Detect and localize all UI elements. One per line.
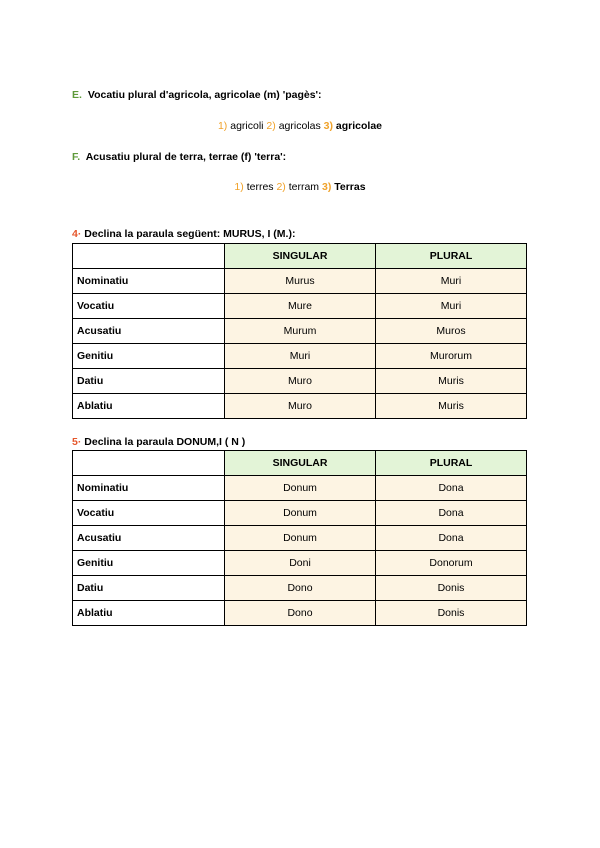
plural-cell: Donis <box>376 601 527 626</box>
case-label: Acusatiu <box>73 319 225 344</box>
singular-cell: Dono <box>225 576 376 601</box>
table-header-plural: PLURAL <box>376 451 527 476</box>
option-text: terram <box>288 181 320 193</box>
singular-cell: Donum <box>225 501 376 526</box>
table-header-blank <box>73 451 225 476</box>
singular-cell: Doni <box>225 551 376 576</box>
exercise-5-title <box>72 436 245 448</box>
question-f-text: Acusatiu plural de terra, terrae (f) 'terra': <box>85 151 287 163</box>
option-number: 2) <box>276 181 286 193</box>
question-f-letter: F. <box>72 151 81 163</box>
case-label: Nominatiu <box>73 476 225 501</box>
option-text-correct: agricolae <box>335 120 383 132</box>
exercise-4-text: Declina la paraula següent: MURUS, I (M.): <box>84 228 296 240</box>
exercise-5-number: 5· <box>72 436 82 448</box>
exercise-4-title <box>72 228 295 240</box>
case-label: Genitiu <box>73 344 225 369</box>
case-label: Ablatiu <box>73 601 225 626</box>
plural-cell: Muri <box>376 269 527 294</box>
table-header-row <box>73 451 527 476</box>
option-text: terres <box>246 181 274 193</box>
singular-cell: Mure <box>225 294 376 319</box>
plural-cell: Muris <box>376 369 527 394</box>
option-number: 1) <box>234 181 244 193</box>
table-header-plural: PLURAL <box>376 244 527 269</box>
plural-cell: Muris <box>376 394 527 419</box>
case-label: Ablatiu <box>73 394 225 419</box>
option-text-correct: Terras <box>334 181 366 193</box>
exercise-5-text: Declina la paraula DONUM,I ( N ) <box>84 436 246 448</box>
case-label: Nominatiu <box>73 269 225 294</box>
plural-cell: Muri <box>376 294 527 319</box>
plural-cell: Dona <box>376 526 527 551</box>
option-number: 3) <box>323 120 333 132</box>
table-row <box>73 269 527 294</box>
table-row <box>73 394 527 419</box>
plural-cell: Dona <box>376 476 527 501</box>
table-header-row <box>73 244 527 269</box>
singular-cell: Muri <box>225 344 376 369</box>
table-header-singular: SINGULAR <box>225 244 376 269</box>
table-row <box>73 576 527 601</box>
table-row <box>73 501 527 526</box>
plural-cell: Donis <box>376 576 527 601</box>
table-header-blank <box>73 244 225 269</box>
question-f-options <box>0 181 600 193</box>
plural-cell: Muros <box>376 319 527 344</box>
table-row <box>73 369 527 394</box>
table-row <box>73 526 527 551</box>
declension-table-donum <box>72 450 527 626</box>
question-f-title <box>72 151 286 163</box>
option-number: 2) <box>266 120 276 132</box>
case-label: Vocatiu <box>73 501 225 526</box>
table-row <box>73 294 527 319</box>
case-label: Datiu <box>73 369 225 394</box>
option-number: 3) <box>321 181 332 193</box>
exercise-4-number: 4· <box>72 228 82 240</box>
singular-cell: Murum <box>225 319 376 344</box>
option-text: agricolas <box>278 120 321 132</box>
singular-cell: Muro <box>225 369 376 394</box>
table-row <box>73 476 527 501</box>
table-row <box>73 319 527 344</box>
plural-cell: Murorum <box>376 344 527 369</box>
case-label: Acusatiu <box>73 526 225 551</box>
singular-cell: Dono <box>225 601 376 626</box>
table-row <box>73 551 527 576</box>
case-label: Vocatiu <box>73 294 225 319</box>
question-e-text: Vocatiu plural d'agricola, agricolae (m) 'pagès': <box>87 89 322 101</box>
table-header-singular: SINGULAR <box>225 451 376 476</box>
question-e-letter: E. <box>72 89 82 101</box>
singular-cell: Murus <box>225 269 376 294</box>
case-label: Datiu <box>73 576 225 601</box>
option-text: agricoli <box>230 120 264 132</box>
question-e-title <box>72 89 322 101</box>
singular-cell: Muro <box>225 394 376 419</box>
option-number: 1) <box>217 120 228 132</box>
table-row <box>73 601 527 626</box>
question-e-options <box>0 120 600 132</box>
plural-cell: Donorum <box>376 551 527 576</box>
plural-cell: Dona <box>376 501 527 526</box>
singular-cell: Donum <box>225 476 376 501</box>
table-row <box>73 344 527 369</box>
declension-table-murus <box>72 243 527 419</box>
singular-cell: Donum <box>225 526 376 551</box>
case-label: Genitiu <box>73 551 225 576</box>
